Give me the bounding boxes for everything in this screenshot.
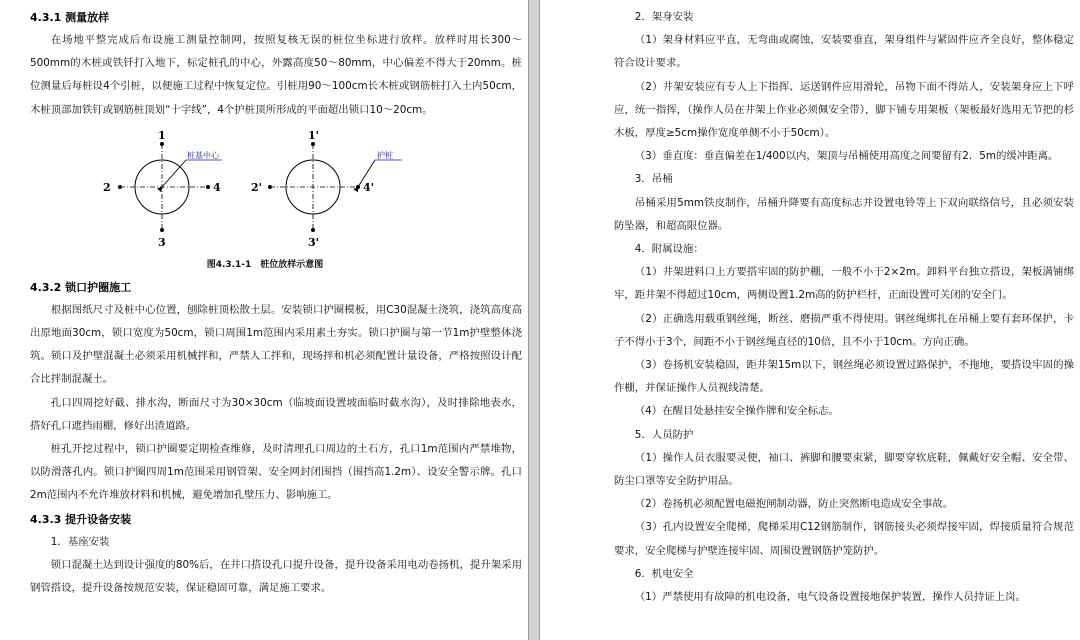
stake-label-4: 4: [213, 180, 221, 194]
paragraph: （4）在醒目处悬挂安全操作牌和安全标志。: [634, 405, 839, 418]
stake-layout-diagram: [30, 122, 500, 254]
stake-label-1: 1: [158, 128, 166, 142]
guard-stake-diagram: [251, 129, 402, 249]
subheading: 5．人员防护: [634, 428, 694, 441]
document-page-right: [540, 0, 1080, 640]
paragraph: （3）孔内设置安全爬梯，爬梯采用C12钢筋制作，钢筋接头必须焊接牢固，焊接质量符合规范要求，安全爬梯与护壁连接牢固、周围设置钢筋护笼防护。: [614, 521, 1074, 557]
stake-label-3-prime: 3': [308, 235, 320, 249]
paragraph: （2）井架安装应有专人上下指挥、运送钢件应用滑轮，吊物下面不得站人，安装架身应上下呼应，统一指挥，（操作人员在井架上作业必须佩安全带），脚下铺专用架板（架板最好选用无节把的杉木板，厚度≥5cm操作宽度单侧不小于50cm）。: [614, 80, 1074, 140]
stake-label-2: 2: [103, 180, 111, 194]
subheading: 3．吊桶: [634, 173, 673, 186]
figure-caption: 图4.3.1-1 桩位放样示意图: [206, 259, 324, 270]
pile-center-diagram: [103, 129, 222, 249]
subheading: 6．机电安全: [634, 567, 694, 580]
section-heading-4-3-1: 4.3.1 测量放样: [30, 11, 110, 24]
paragraph: 桩孔开挖过程中，锁口护圈要定期检查维修，及时清理孔口周边的土石方，孔口1m范围内严禁堆物，以防滑落孔内。锁口护圈四周1m范围采用钢管架、安全网封闭围挡（围挡高1.2m）、设安全警示牌。孔口2m范围内不允许堆放材料和机械，避免增加孔壁压力、影响施工。: [30, 443, 522, 502]
paragraph: （1）架身材料应平直，无弯曲或腐蚀，安装要垂直，架身组件与紧固件应齐全良好，整体稳定符合设计要求。: [614, 34, 1074, 70]
stake-label-4-prime: 4': [363, 180, 375, 194]
paragraph: 在场地平整完成后布设施工测量控制网，按照复核无误的桩位坐标进行放样。放样时用长300～500mm的木桩或铁钎打入地下，标定桩孔的中心，外露高度50～80mm，中心偏差不得大于20mm。桩位测量后每桩设4个引桩，以便施工过程中恢复定位。引桩用90～100cm长木桩或钢筋桩打入土内50cm，木桩顶部加铁钉或钢筋桩顶划“十字线”，4个护桩顶所形成的平面超出锁口10～20cm。: [30, 34, 522, 116]
paragraph: （2）正确选用载重钢丝绳，断丝、磨损严重不得使用。钢丝绳绑扎在吊桶上要有套环保护，卡子不得小于3个，间距不小于钢丝绳直径的10倍，且不小于10cm。方向正确。: [614, 312, 1074, 348]
figure-stake-layout: [30, 122, 500, 254]
section-heading-4-3-2: 4.3.2 锁口护圈施工: [30, 280, 132, 294]
paragraph: 吊桶采用5mm铁皮制作，吊桶升降要有高度标志并设置电铃等上下双向联络信号，且必须安装防坠器，和超高限位器。: [614, 196, 1074, 232]
guard-stake-label: 护桩: [377, 150, 393, 160]
paragraph: （1）严禁使用有故障的机电设备，电气设备设置接地保护装置，操作人员持证上岗。: [634, 591, 1026, 604]
section-heading-4-3-3: 4.3.3 提升设备安装: [30, 512, 132, 526]
paragraph: （3）垂直度：垂直偏差在1/400以内，架顶与吊桶使用高度之间要留有2．5m的缓冲距离。: [634, 150, 1059, 163]
center-leader-line: [162, 160, 186, 187]
stake-label-2-prime: 2': [251, 180, 263, 194]
stake-label-3: 3: [158, 235, 166, 249]
paragraph: （1）井架进料口上方要搭牢固的防护棚，一般不小于2×2m。卸料平台独立搭设，架板满铺绑牢，距井架不得超过10cm，两侧设置1.2m高的防护栏杆，正面设置可关闭的安全门。: [614, 266, 1074, 302]
stake-label-1-prime: 1': [308, 128, 320, 142]
subheading: 2．架身安装: [634, 11, 694, 23]
paragraph: 锁口混凝土达到设计强度的80%后，在井口搭设孔口提升设备，提升设备采用电动卷扬机，提升架采用钢管搭设，提升设备按规范安装，保证稳固可靠，满足施工要求。: [30, 558, 522, 595]
subheading: 1．基座安装: [50, 535, 110, 548]
paragraph: 根据图纸尺寸及桩中心位置，刨除桩顶松散土层。安装锁口护圈模板，用C30混凝土浇筑，浇筑高度高出原地面30cm，锁口宽度为50cm，锁口周围1m范围内采用素土夯实。锁口护圈与第一节1m护壁整体浇筑。锁口及护壁混凝土必须采用机械拌和，严禁人工拌和，现场拌和机必须配置计量设备，严格按照设计配合比拌制混凝土。: [30, 303, 522, 386]
document-page-left: [0, 0, 528, 640]
paragraph: 孔口四周挖好截、排水沟，断面尺寸为30×30cm（临坡面设置坡面临时截水沟），及时排除地表水，搭好孔口遮挡雨棚，修好出渣道路。: [30, 396, 522, 432]
paragraph: （3）卷扬机安装稳固，距井架15m以下，钢丝绳必须设置过路保护，不拖地，要搭设牢固的操作棚，并保证操作人员视线清楚。: [614, 359, 1074, 395]
subheading: 4．附属设施：: [634, 243, 704, 256]
page-gap: [528, 0, 540, 640]
paragraph: （2）卷扬机必须配置电磁抱闸制动器，防止突然断电造成安全事故。: [634, 498, 954, 511]
paragraph: （1）操作人员衣服要灵便，袖口、裤脚和腰要束紧，脚要穿软底鞋，佩戴好安全帽、安全带、防尘口罩等安全防护用品。: [614, 451, 1074, 488]
pile-center-label: 桩基中心: [187, 150, 219, 160]
